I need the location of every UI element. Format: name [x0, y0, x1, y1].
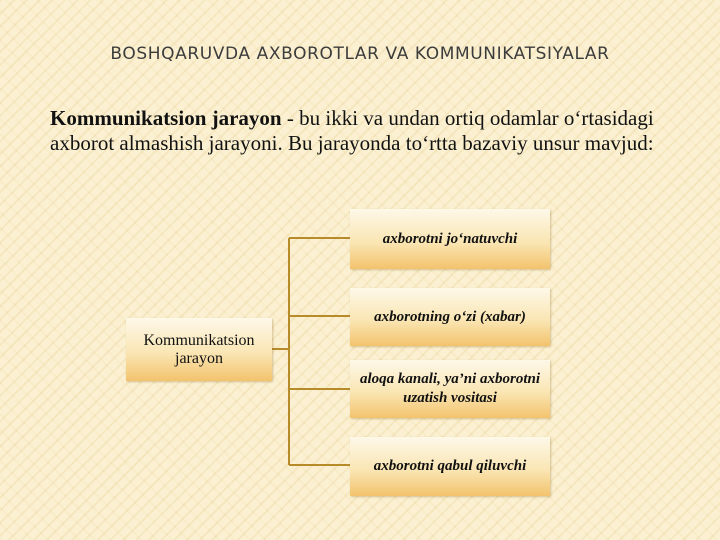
- node-receiver: axborotni qabul qiluvchi: [350, 437, 550, 496]
- slide-title: BOSHQARUVDA AXBOROTLAR VA KOMMUNIKATSIYALAR: [110, 44, 610, 64]
- node-channel: aloqa kanali, ya’ni axborotni uzatish vositasi: [350, 360, 550, 418]
- node-message: axborotning o‘zi (xabar): [350, 288, 550, 346]
- intro-term: Kommunikatsion jarayon: [50, 106, 282, 130]
- node-sender: axborotni jo‘natuvchi: [350, 209, 550, 269]
- root-node: Kommunikatsion jarayon: [126, 318, 272, 381]
- intro-text: - bu ikki va undan ortiq odamlar o‘rtasidagi axborot almashish jarayoni. Bu jarayonda to‘rtta bazaviy unsur mavjud:: [50, 106, 654, 155]
